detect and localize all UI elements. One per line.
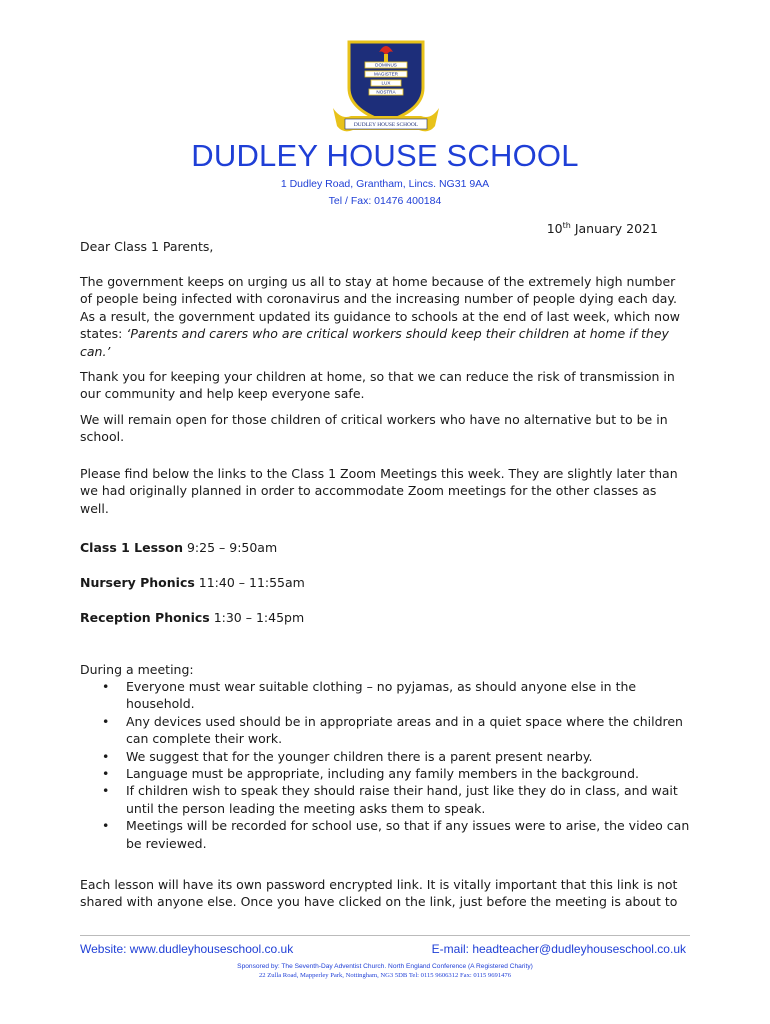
rule-text: Everyone must wear suitable clothing – no pyjamas, as should anyone else in the household. [126,679,637,712]
schedule-nursery [80,574,680,591]
schedule-reception-label: Reception Phonics [80,610,210,625]
list-item [80,817,690,852]
rule-text: If children wish to speak they should raise their hand, just like they do in class, and wait until the person leading the meeting asks them to speak. [126,783,678,816]
letter-date [547,221,658,236]
list-item [80,748,690,765]
date-month-year: January 2021 [570,221,658,237]
bullet-icon: • [102,818,110,834]
schedule-reception [80,609,680,626]
school-phone: Tel / Fax: 01476 400184 [328,195,442,207]
crest-motto-1: DOMINUS [375,62,397,68]
crest-banner-text: DUDLEY HOUSE SCHOOL [353,122,419,129]
rule-text: Meetings will be recorded for school use, so that if any issues were to arise, the video can be reviewed. [126,818,690,851]
list-item [80,782,690,817]
footer-divider [80,935,690,936]
bullet-icon: • [102,679,110,694]
rule-text: Any devices used should be in appropriate areas and in a quiet space where the children can complete their work. [126,713,683,747]
schedule-nursery-label: Nursery Phonics [80,575,195,590]
bullet-icon: • [102,748,110,764]
bullet-icon: • [102,766,110,782]
paragraph-zoom-links: Please find below the links to the Class 1 Zoom Meetings this week. They are slightly later than we had originally planned in order to accommodate Zoom meetings for the other classes as well. [80,466,678,516]
schedule-reception-time: 1:30 – 1:45pm [209,610,305,625]
footer-email-link[interactable]: E-mail: headteacher@dudleyhouseschool.co.uk [431,942,686,956]
rule-text: We suggest that for the younger children there is a parent present nearby. [126,748,593,764]
schedule-nursery-time: 11:40 – 11:55am [194,575,305,590]
footer-sponsor: Sponsored by: The Seventh-Day Adventist Church. North England Conference (A Registered Charity) [237,963,533,970]
list-item [80,713,690,748]
school-crest-logo [331,38,441,134]
footer-sponsor-address: 22 Zulla Road, Mapperley Park, Nottingham, NG3 5DB Tel: 0115 9606312 Fax: 0115 9691476 [258,972,512,979]
paragraph-thanks: Thank you for keeping your children at home, so that we can reduce the risk of transmission in our community and help keep everyone safe. [80,369,675,402]
date-day: 10 [546,221,563,237]
paragraph-guidance-text: The government keeps on urging us all to stay at home because of the extremely high number of people being infected with coronavirus and the increasing number of people dying each day. As a result, the government updated its guidance to schools at the end of last week, which now states: [80,274,680,342]
crest-motto-3: LUX [381,80,391,86]
date-suffix: th [562,221,571,230]
school-address: 1 Dudley Road, Grantham, Lincs. NG31 9AA [280,178,490,190]
list-item [80,765,690,782]
list-item [80,678,690,713]
salutation: Dear Class 1 Parents, [80,239,214,254]
paragraph-remain-open: We will remain open for those children of critical workers who have no alternative but to be in school. [80,412,668,445]
rules-intro: During a meeting: [80,662,194,677]
bullet-icon: • [102,783,110,799]
rule-text: Language must be appropriate, including any family members in the background. [126,766,639,782]
footer-website-link[interactable]: Website: www.dudleyhouseschool.co.uk [80,942,294,956]
bullet-icon: • [102,713,110,729]
crest-motto-4: NOSTRA [376,89,396,95]
schedule-class1-label: Class 1 Lesson [80,540,183,555]
meeting-rules-list [80,678,690,852]
crest-motto-2: MAGISTER [374,71,398,77]
school-name-heading: DUDLEY HOUSE SCHOOL [191,138,579,173]
schedule-class1-time: 9:25 – 9:50am [183,540,278,555]
paragraph-password: Each lesson will have its own password encrypted link. It is vitally important that this link is not shared with anyone else. Once you have clicked on the link, just before the meeting is about to [80,877,678,910]
schedule-class1 [80,539,680,556]
paragraph-guidance [80,273,680,360]
guidance-quote: ‘Parents and carers who are critical workers should keep their children at home if they can.’ [80,326,669,359]
